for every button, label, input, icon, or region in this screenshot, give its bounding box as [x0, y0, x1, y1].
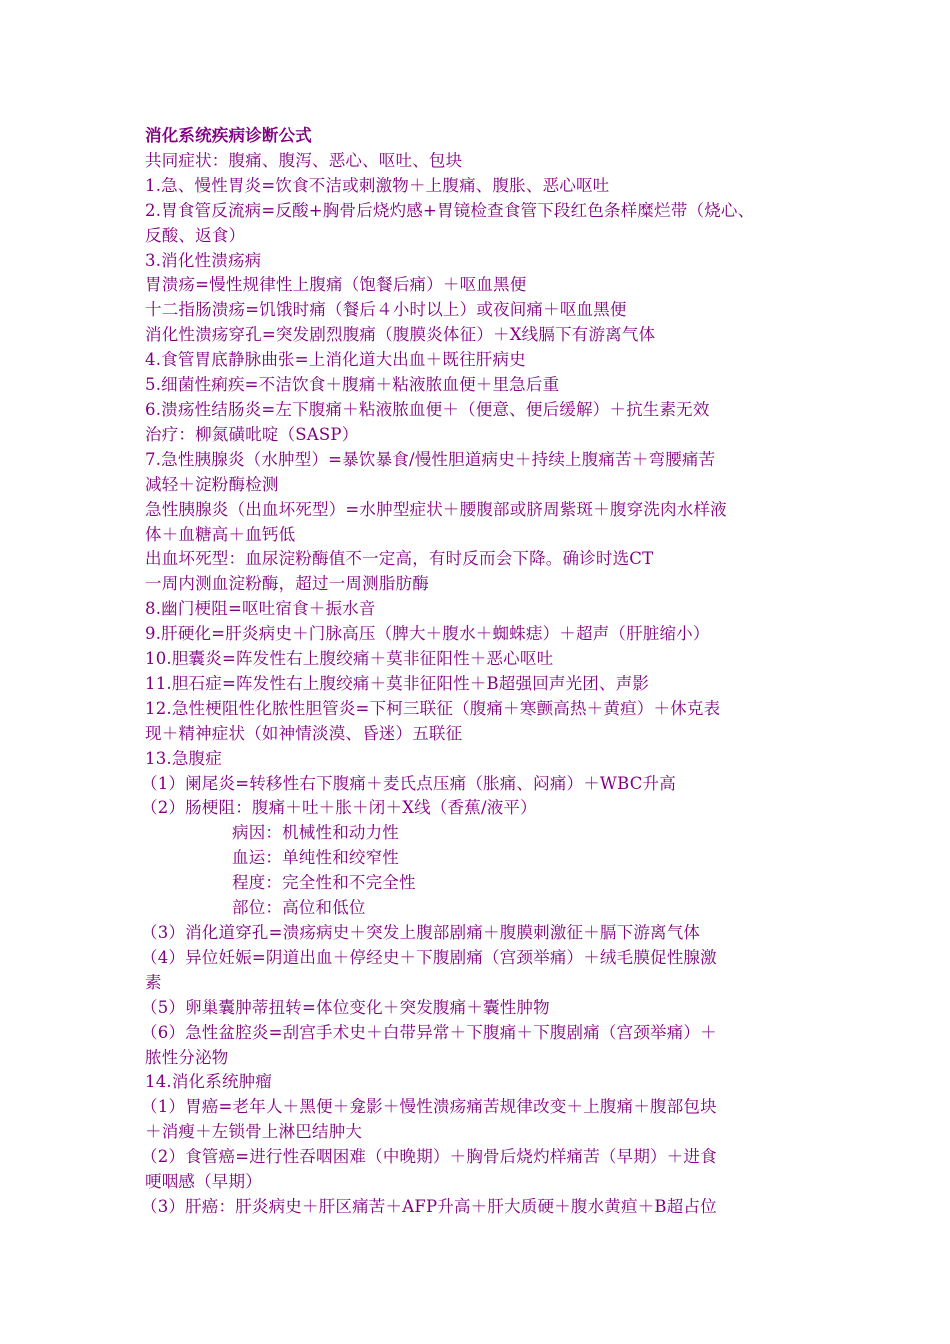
text-line: 8.幽门梗阻=呕吐宿食＋振水音: [145, 599, 376, 619]
document-title: 消化系统疾病诊断公式: [145, 126, 312, 145]
text-line: ＋消瘦＋左锁骨上淋巴结肿大: [145, 1122, 363, 1142]
text-line: 十二指肠溃疡=饥饿时痛（餐后４小时以上）或夜间痛＋呕血黑便: [145, 300, 627, 320]
text-line: 共同症状：腹痛、腹泻、恶心、呕吐、包块: [145, 150, 463, 170]
text-line: 4.食管胃底静脉曲张=上消化道大出血＋既往肝病史: [145, 350, 526, 370]
text-line: 1.急、慢性胃炎=饮食不洁或刺激物＋上腹痛、腹胀、恶心呕吐: [145, 175, 610, 195]
text-line: 急性胰腺炎（出血坏死型）=水肿型症状＋腰腹部或脐周紫斑＋腹穿洗肉水样液: [145, 499, 727, 519]
text-line: 出血坏死型：血尿淀粉酶值不一定高，有时反而会下降。确诊时选CT: [145, 549, 654, 569]
text-line: 哽咽感（早期）: [145, 1172, 262, 1192]
text-line: （5）卵巢囊肿蒂扭转=体位变化＋突发腹痛＋囊性肿物: [141, 997, 550, 1017]
text-line: 消化性溃疡穿孔=突发剧烈腹痛（腹膜炎体征）＋X线膈下有游离气体: [145, 325, 656, 345]
text-line: （2）食管癌=进行性吞咽困难（中晚期）＋胸骨后烧灼样痛苦（早期）＋进食: [141, 1147, 717, 1167]
text-line: 一周内测血淀粉酶，超过一周测脂肪酶: [145, 574, 429, 594]
obstruction-sub-line: 病因：机械性和动力性: [232, 823, 399, 843]
text-line: （1）胃癌=老年人＋黑便＋龛影＋慢性溃疡痛苦规律改变＋上腹痛＋腹部包块: [141, 1097, 717, 1117]
text-line: （3）肝癌：肝炎病史＋肝区痛苦＋AFP升高＋肝大质硬＋腹水黄疸＋B超占位: [141, 1196, 717, 1216]
text-line: 14.消化系统肿瘤: [145, 1072, 273, 1092]
text-line: 10.胆囊炎=阵发性右上腹绞痛＋莫非征阳性＋恶心呕吐: [145, 649, 554, 669]
obstruction-sub-line: 程度：完全性和不完全性: [232, 873, 416, 893]
text-line: （3）消化道穿孔=溃疡病史＋突发上腹部剧痛＋腹膜刺激征＋膈下游离气体: [141, 923, 701, 942]
text-line: 12.急性梗阻性化脓性胆管炎=下柯三联征（腹痛＋寒颤高热＋黄疸）＋休克表: [145, 698, 721, 718]
text-line: （4）异位妊娠=阴道出血＋停经史＋下腹剧痛（宫颈举痛）＋绒毛膜促性腺激: [141, 947, 717, 967]
text-line: 减轻＋淀粉酶检测: [145, 474, 279, 494]
text-line: 3.消化性溃疡病: [145, 250, 262, 270]
text-line: 素: [145, 972, 162, 992]
text-line: 13.急腹症: [145, 748, 222, 768]
obstruction-sub-line: 血运：单纯性和绞窄性: [232, 848, 399, 868]
text-line: 2.胃食管反流病=反酸+胸骨后烧灼感+胃镜检查食管下段红色条样糜烂带（烧心、: [145, 200, 755, 220]
text-line: 现＋精神症状（如神情淡漠、昏迷）五联征: [145, 723, 463, 743]
text-line: 7.急性胰腺炎（水肿型）=暴饮暴食/慢性胆道病史＋持续上腹痛苦＋弯腰痛苦: [145, 449, 716, 469]
text-line: 9.肝硬化=肝炎病史＋门脉高压（脾大＋腹水＋蜘蛛痣）＋超声（肝脏缩小）: [145, 624, 710, 644]
obstruction-line: （2）肠梗阻：腹痛＋吐＋胀＋闭＋X线（香蕉/液平）: [141, 798, 537, 818]
text-line: 11.胆石症=阵发性右上腹绞痛＋莫非征阳性＋B超强回声光团、声影: [145, 673, 650, 693]
text-line: 治疗：柳氮磺吡啶（SASP）: [145, 424, 359, 444]
text-line: （6）急性盆腔炎=刮宫手术史＋白带异常＋下腹痛＋下腹剧痛（宫颈举痛）＋: [141, 1022, 717, 1042]
appendicitis-line: （1）阑尾炎=转移性右下腹痛＋麦氏点压痛（胀痛、闷痛）＋WBC升高: [141, 773, 676, 793]
obstruction-sub-line: 部位：高位和低位: [232, 898, 366, 918]
text-line: 反酸、返食）: [145, 225, 246, 245]
text-line: 脓性分泌物: [145, 1047, 229, 1067]
text-line: 6.溃疡性结肠炎=左下腹痛＋粘液脓血便＋（便意、便后缓解）＋抗生素无效: [145, 399, 710, 419]
text-line: 5.细菌性痢疾=不洁饮食＋腹痛＋粘液脓血便＋里急后重: [145, 375, 560, 395]
text-line: 体＋血糖高＋血钙低: [145, 524, 296, 544]
text-line: 胃溃疡=慢性规律性上腹痛（饱餐后痛）＋呕血黑便: [145, 275, 527, 295]
document-body: [141, 124, 825, 1220]
